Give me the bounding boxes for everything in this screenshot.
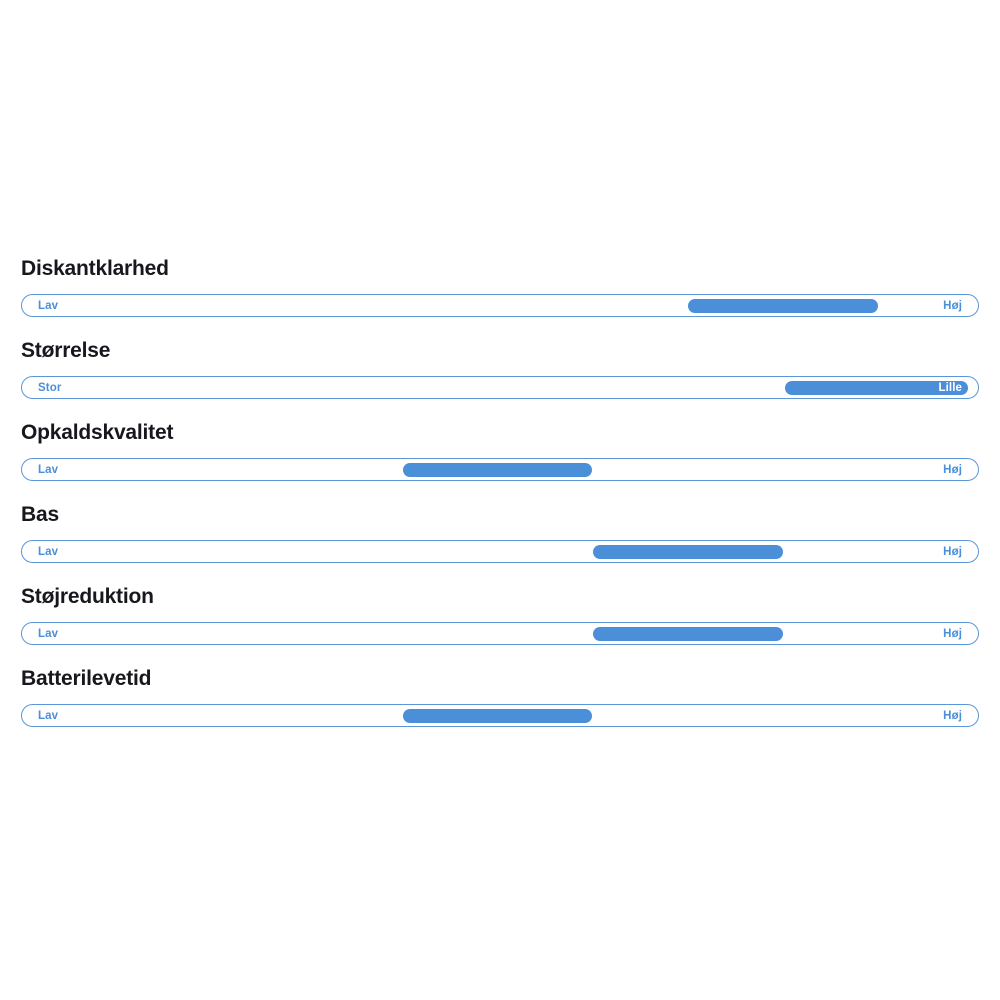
slider-section [21,256,979,317]
slider-track [21,622,979,645]
slider-max-label: Lille [938,381,962,394]
slider-section [21,502,979,563]
slider-fill-segment [593,627,783,641]
slider-min-label: Stor [38,381,62,394]
slider-max-label: Høj [943,545,962,558]
slider-title: Bas [21,503,59,526]
slider-section [21,420,979,481]
slider-title: Opkaldskvalitet [21,421,174,444]
slider-max-label: Høj [943,627,962,640]
slider-section [21,584,979,645]
slider-track [21,376,979,399]
slider-fill-segment [593,545,783,559]
slider-max-label: Høj [943,299,962,312]
slider-min-label: Lav [38,545,59,558]
slider-max-label: Høj [943,463,962,476]
slider-fill-segment [688,299,877,313]
slider-min-label: Lav [38,627,59,640]
slider-track [21,294,979,317]
slider-fill-segment [403,709,591,723]
slider-title: Støjreduktion [21,585,154,608]
slider-section [21,338,979,399]
slider-min-label: Lav [38,299,59,312]
slider-title: Diskantklarhed [21,257,169,280]
slider-section [21,666,979,727]
slider-track [21,540,979,563]
slider-min-label: Lav [38,709,59,722]
slider-track [21,704,979,727]
attribute-sliders-panel [21,256,979,748]
slider-max-label: Høj [943,709,962,722]
slider-title: Batterilevetid [21,667,152,690]
slider-title: Størrelse [21,339,111,362]
slider-fill-segment [403,463,591,477]
slider-track [21,458,979,481]
slider-min-label: Lav [38,463,59,476]
